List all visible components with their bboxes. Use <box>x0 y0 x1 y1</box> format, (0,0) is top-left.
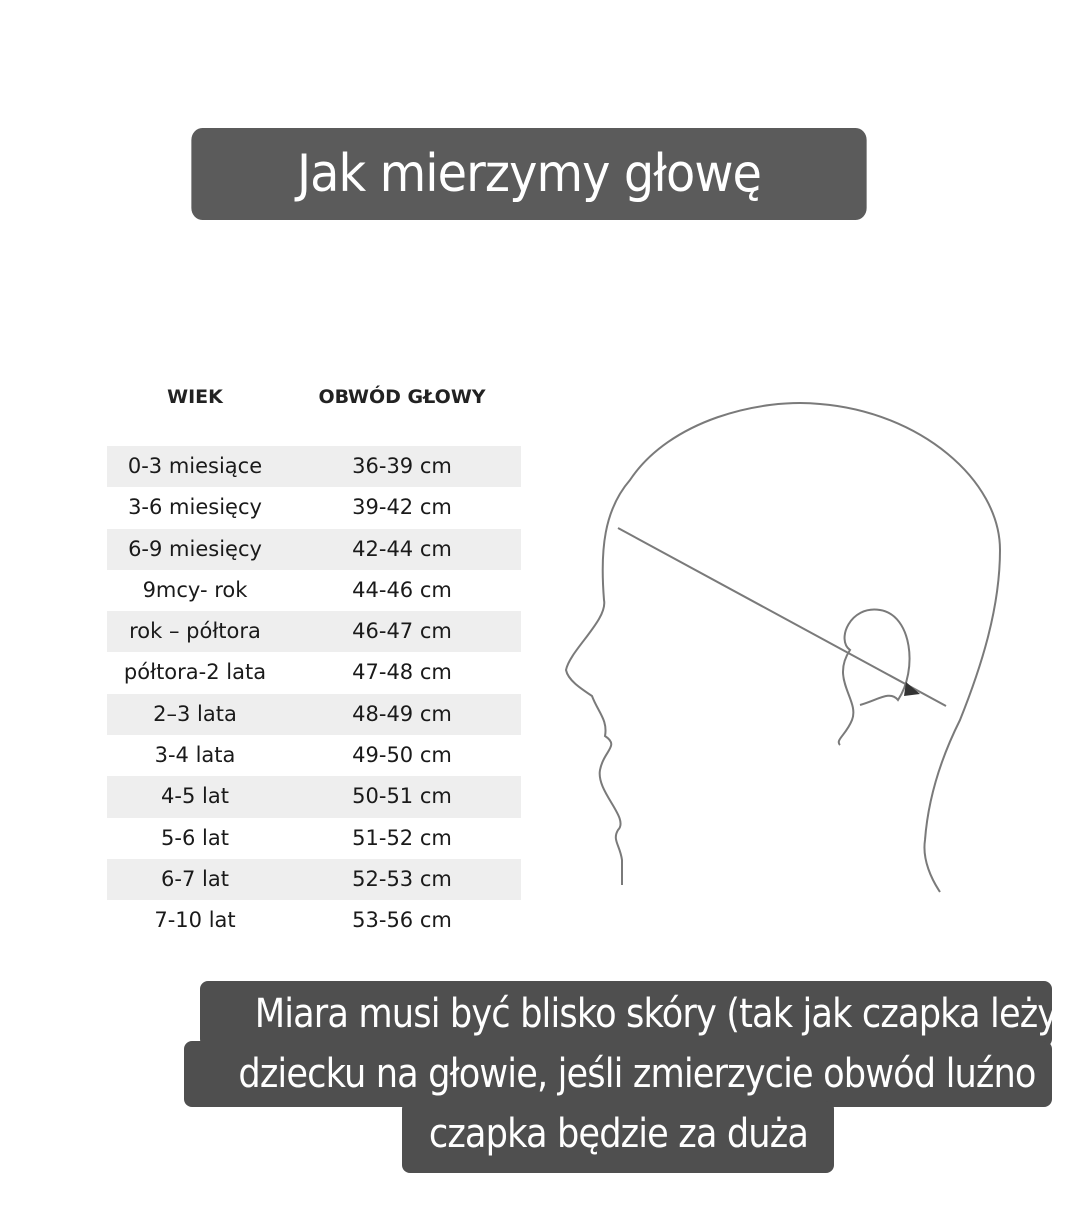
table-row <box>107 487 521 528</box>
table-header <box>107 380 521 416</box>
table-row <box>107 652 521 693</box>
table-row <box>107 570 521 611</box>
age-cell: półtora-2 lata <box>123 660 267 685</box>
measurement-note <box>184 981 1058 1173</box>
age-cell: 0-3 miesiące <box>127 454 263 478</box>
table-row <box>107 446 521 487</box>
age-cell: 9mcy- rok <box>142 577 248 602</box>
table-row <box>107 735 521 776</box>
age-cell: 5-6 lat <box>161 825 229 850</box>
table-row <box>107 900 521 941</box>
age-cell: 3-4 lata <box>154 743 236 768</box>
table-row <box>107 611 521 652</box>
head-profile-illustration <box>560 400 1010 900</box>
table-row <box>107 529 521 570</box>
size-table <box>107 380 521 933</box>
size-cell: 49-50 cm <box>352 743 452 768</box>
age-cell: 6-7 lat <box>161 866 229 891</box>
page-title: Jak mierzymy głowę dziecka? <box>191 128 866 220</box>
age-cell: 6-9 miesięcy <box>128 536 262 561</box>
table-row <box>107 694 521 735</box>
size-cell: 48-49 cm <box>352 701 452 726</box>
measuring-arrow-icon <box>904 682 920 696</box>
size-cell: 42-44 cm <box>352 536 452 561</box>
note-line: czapka będzie za duża <box>402 1101 834 1173</box>
size-cell: 44-46 cm <box>352 577 452 602</box>
note-line: Miara musi być blisko skóry (tak jak czapka leży <box>200 981 1052 1047</box>
age-cell: rok – półtora <box>129 619 261 644</box>
measuring-line <box>618 528 946 706</box>
age-cell: 4-5 lat <box>161 784 229 809</box>
note-line: dziecku na głowie, jeśli zmierzycie obwód luźno <box>184 1041 1052 1107</box>
header-head-circumference: OBWÓD GŁOWY <box>318 386 486 408</box>
size-cell: 53-56 cm <box>352 908 452 933</box>
age-cell: 7-10 lat <box>154 908 236 933</box>
head-outline <box>566 403 1000 892</box>
size-cell: 50-51 cm <box>352 784 452 809</box>
size-cell: 39-42 cm <box>352 495 452 520</box>
ear-outline <box>839 610 910 745</box>
table-rows <box>107 446 521 942</box>
size-cell: 46-47 cm <box>352 619 452 644</box>
table-row <box>107 776 521 817</box>
size-cell: 52-53 cm <box>352 866 452 891</box>
age-cell: 2–3 lata <box>153 701 237 726</box>
table-row <box>107 859 521 900</box>
size-cell: 47-48 cm <box>352 660 452 685</box>
header-age: WIEK <box>167 386 223 408</box>
table-row <box>107 818 521 859</box>
size-cell: 36-39 cm <box>352 454 452 478</box>
age-cell: 3-6 miesięcy <box>128 495 262 520</box>
size-cell: 51-52 cm <box>352 825 452 850</box>
